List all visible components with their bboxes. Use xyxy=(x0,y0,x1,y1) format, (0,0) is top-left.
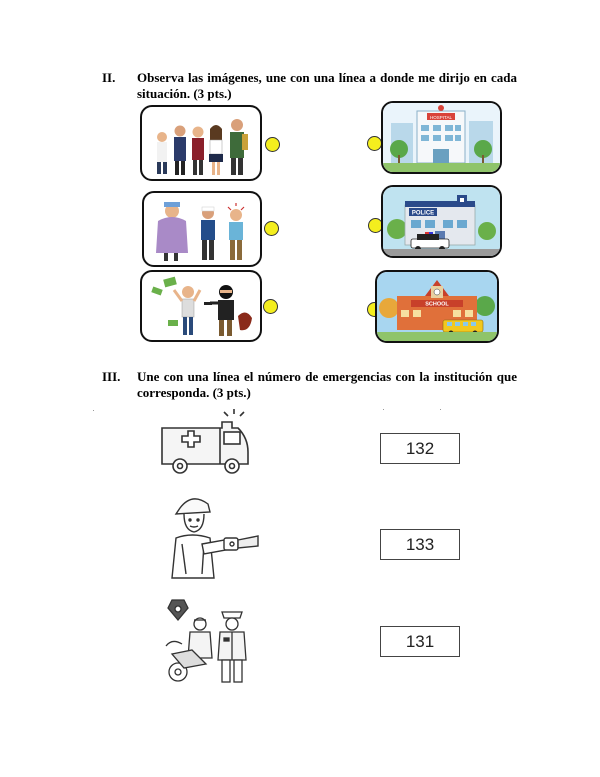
hospital-card-dot[interactable] xyxy=(367,136,382,151)
hospital-sign: HOSPITAL xyxy=(430,115,452,120)
students-card-dot[interactable] xyxy=(265,137,280,152)
scan-mark xyxy=(440,409,441,410)
ambulance-illustration xyxy=(158,408,254,478)
robbery-icon xyxy=(142,272,260,340)
emergency-number-131[interactable]: 131 xyxy=(380,626,460,657)
emergency-number-132[interactable]: 132 xyxy=(380,433,460,464)
scan-mark xyxy=(93,410,94,411)
emergency-number-133[interactable]: 133 xyxy=(380,529,460,560)
robbery-card-dot[interactable] xyxy=(263,299,278,314)
injured-card-dot[interactable] xyxy=(264,221,279,236)
police-officers-illustration xyxy=(162,598,258,684)
scan-mark xyxy=(383,409,384,410)
firefighter-icon xyxy=(162,494,262,582)
hospital-building-icon xyxy=(383,103,500,172)
police-sign: POLICE xyxy=(411,210,435,217)
section-3-instruction: Une con una línea el número de emergencias con la institución que corresponda. (3 pts.) xyxy=(137,369,517,400)
police-card xyxy=(381,185,502,258)
hospital-card xyxy=(381,101,502,174)
firefighter-illustration xyxy=(162,494,262,582)
police-station-icon xyxy=(383,187,500,256)
ambulance-icon xyxy=(158,408,254,478)
school-building-icon xyxy=(377,272,497,341)
school-sign: SCHOOL xyxy=(425,301,449,308)
injured-card xyxy=(142,191,262,267)
section-2-number: II. xyxy=(102,70,116,85)
police-officers-icon xyxy=(162,598,258,684)
robbery-card xyxy=(140,270,262,342)
section-3-number: III. xyxy=(102,369,121,384)
section-2-instruction: Observa las imágenes, une con una línea a donde me dirijo en cada situación. (3 pts.) xyxy=(137,70,517,101)
students-card xyxy=(140,105,262,181)
injured-people-icon xyxy=(144,193,260,265)
students-group-icon xyxy=(142,107,260,179)
school-card xyxy=(375,270,499,343)
